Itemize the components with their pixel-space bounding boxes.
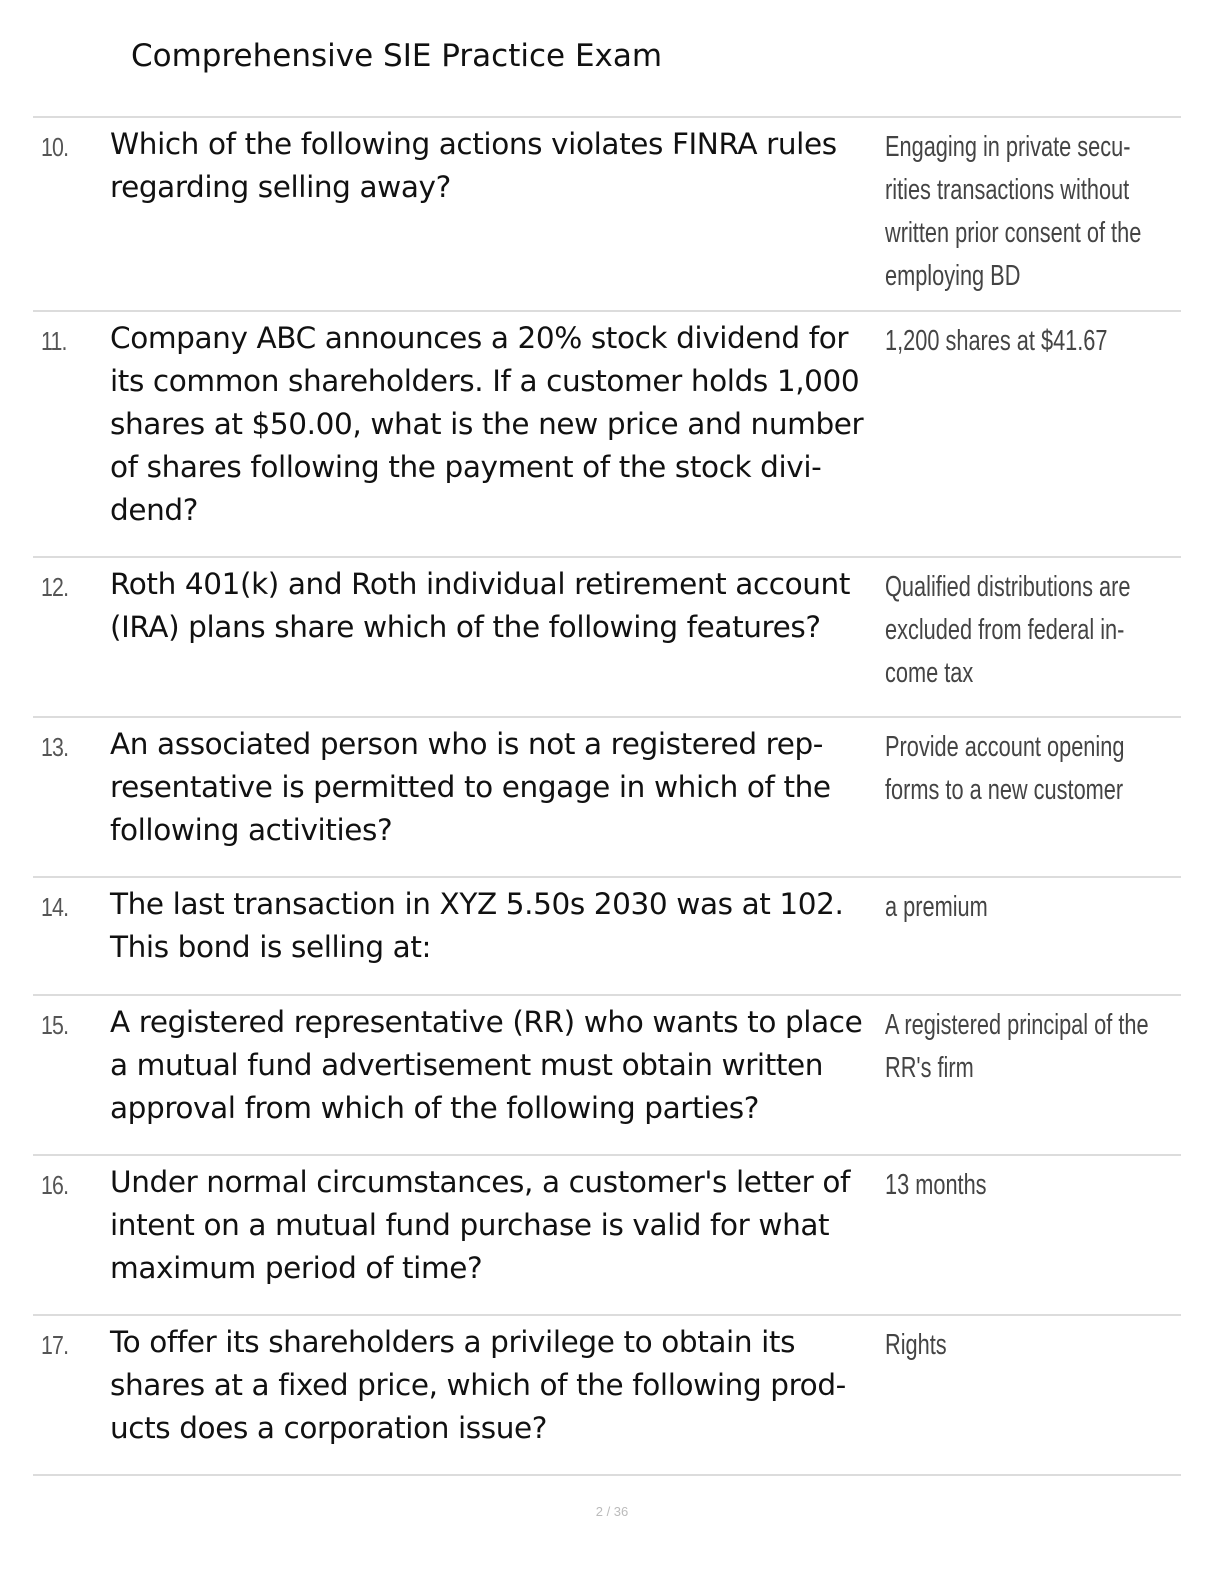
list-item: [33, 876, 1181, 994]
page-indicator: 2 / 36: [595, 1504, 629, 1519]
question-number: 12.: [41, 572, 69, 602]
question-text: To offer its shareholders a privilege to obtain its shares at a fixed price, which of the following prod- ucts does a corporation issue?: [110, 1325, 846, 1445]
question-number: 10.: [41, 132, 69, 162]
answer-text: a premium: [885, 891, 988, 923]
question-number: 16.: [41, 1170, 69, 1200]
answer-text: Engaging in private secu- rities transactions without written prior consent of the employing BD: [885, 131, 1142, 292]
list-item: [33, 556, 1181, 716]
list-item: [33, 310, 1181, 556]
question-list: [33, 116, 1181, 1476]
question-text: Roth 401(k) and Roth individual retirement account (IRA) plans share which of the following features?: [110, 567, 850, 644]
question-number: 11.: [41, 326, 67, 356]
question-number: 13.: [41, 732, 69, 762]
list-item: [33, 994, 1181, 1154]
question-text: An associated person who is not a registered rep- resentative is permitted to engage in which of the following activities?: [110, 727, 831, 847]
question-text: The last transaction in XYZ 5.50s 2030 was at 102. This bond is selling at:: [110, 887, 844, 964]
list-item: [33, 716, 1181, 876]
question-text: Under normal circumstances, a customer's letter of intent on a mutual fund purchase is valid for what maximum period of time?: [110, 1165, 850, 1285]
list-item: [33, 1314, 1181, 1476]
question-number: 17.: [41, 1330, 69, 1360]
question-text: A registered representative (RR) who wants to place a mutual fund advertisement must obtain written approval from which of the following parties?: [110, 1005, 863, 1125]
question-text: Which of the following actions violates FINRA rules regarding selling away?: [110, 127, 837, 204]
answer-text: Qualified distributions are excluded from federal in- come tax: [885, 571, 1131, 689]
list-item: [33, 1154, 1181, 1314]
list-item: [33, 116, 1181, 310]
answer-text: Rights: [885, 1329, 947, 1361]
answer-text: 1,200 shares at $41.67: [885, 325, 1108, 357]
answer-text: 13 months: [885, 1169, 987, 1201]
question-number: 14.: [41, 892, 69, 922]
answer-text: A registered principal of the RR's firm: [885, 1009, 1149, 1084]
question-text: Company ABC announces a 20% stock dividend for its common shareholders. If a customer holds 1,000 shares at $50.00, what is the new price and number of shares following the payment of the stock divi- dend?: [110, 321, 864, 527]
page-title: Comprehensive SIE Practice Exam: [131, 38, 663, 74]
answer-text: Provide account opening forms to a new customer: [885, 731, 1125, 806]
question-number: 15.: [41, 1010, 69, 1040]
